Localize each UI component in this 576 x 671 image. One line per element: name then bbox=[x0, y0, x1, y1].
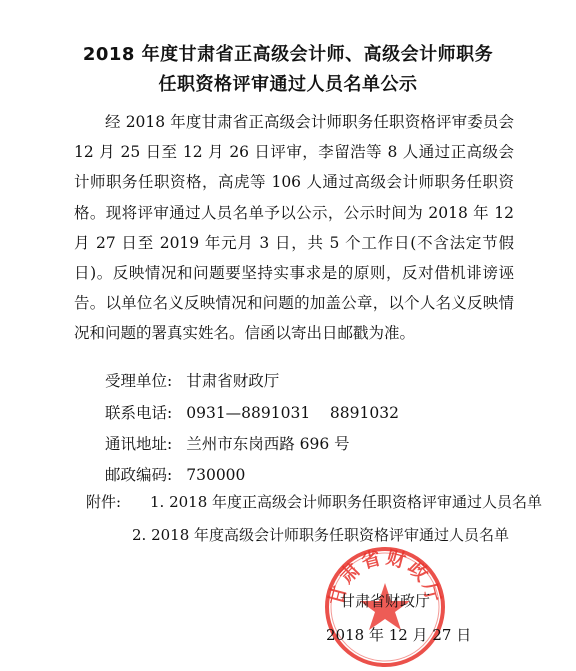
address-value: 兰州市东岗西路 696 号 bbox=[186, 435, 350, 453]
title-line-1: 2018 年度甘肃省正高级会计师、高级会计师职务 bbox=[82, 44, 494, 65]
postcode-value: 730000 bbox=[186, 466, 246, 484]
contact-office-row bbox=[105, 369, 279, 391]
postcode-label: 邮政编码: bbox=[105, 466, 173, 484]
office-label: 受理单位: bbox=[105, 372, 173, 390]
seal-text: 甘肃省财政厅 bbox=[325, 546, 445, 608]
attachment-item-1: 1. 2018 年度正高级会计师职务任职资格评审通过人员名单 bbox=[150, 493, 543, 511]
office-value: 甘肃省财政厅 bbox=[186, 372, 280, 390]
body-paragraph: 经 2018 年度甘肃省正高级会计师职务任职资格评审委员会 12 月 25 日至 12 月 26 日评审，李留浩等 8 人通过正高级会计师职务任职资格，高虎等 106 人通过高级会计师职务任职资格。现将评审通过人员名单予以公示，公示时间为 2018 年 12 月 27 日至 2019 年元月 3 日，共 5 个工作日(不含法定节假日)。反映情况和问题要坚持实事求是的原则，反对借机诽谤诬告。以单位名义反映情况和问题的加盖公章，以个人名义反映情况和问题的署真实姓名。信函以寄出日邮戳为准。 bbox=[74, 113, 514, 343]
signature-org: 甘肃省财政厅 bbox=[340, 592, 431, 610]
phone-value: 0931—8891031 8891032 bbox=[186, 404, 399, 422]
attachments-label: 附件: bbox=[86, 493, 122, 511]
attachment-item-2: 2. 2018 年度高级会计师职务任职资格评审通过人员名单 bbox=[132, 526, 510, 544]
title-line-2: 任职资格评审通过人员名单公示 bbox=[158, 74, 418, 95]
contact-address-row bbox=[105, 432, 350, 454]
address-label: 通讯地址: bbox=[105, 435, 173, 453]
contact-postcode-row bbox=[105, 463, 245, 485]
signature-date: 2018 年 12 月 27 日 bbox=[326, 626, 472, 644]
phone-label: 联系电话: bbox=[105, 404, 173, 422]
contact-phone-row bbox=[105, 401, 399, 423]
